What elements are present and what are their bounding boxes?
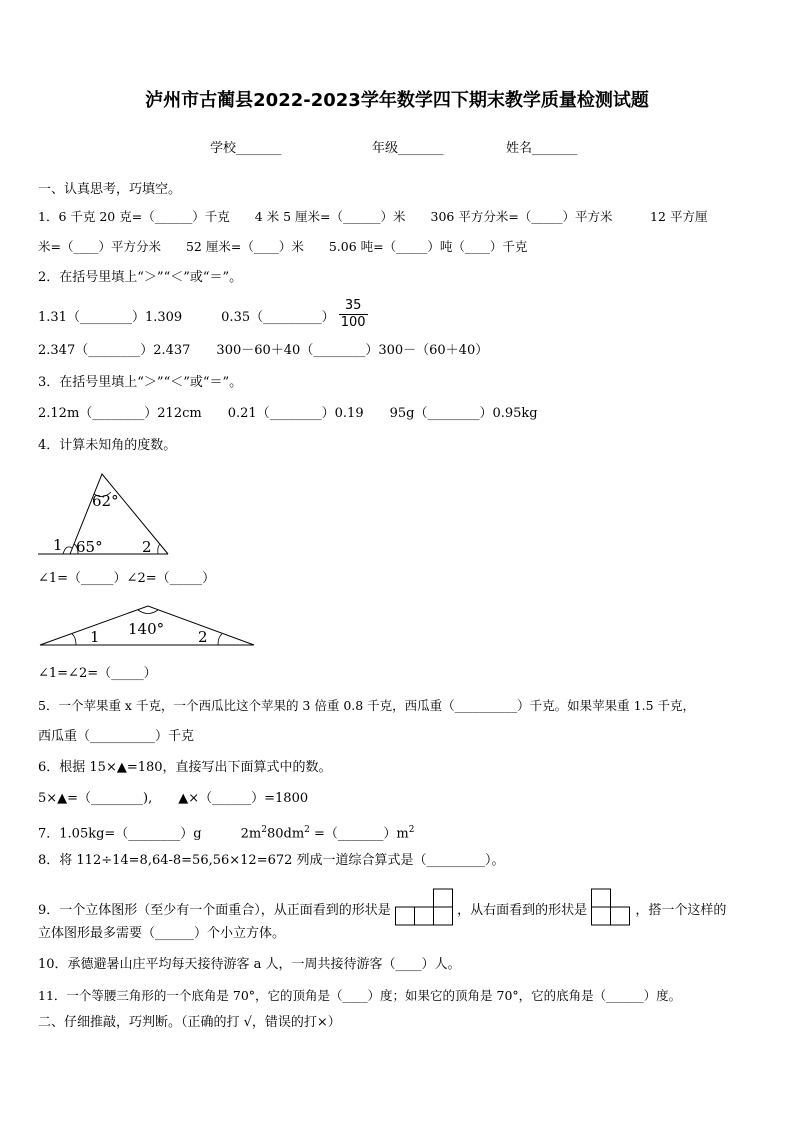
superscript-2: 2 [408,825,415,835]
school-field[interactable]: 学校_______ [210,141,282,156]
question-4-answer-2: ∠1=∠2=（_____） [38,666,157,681]
question-2-compare-a: 1.31（________）1.309 0.35（_________） [38,310,335,325]
name-field[interactable]: 姓名_______ [506,141,578,156]
question-10: 10．承德避暑山庄平均每天接待游客 a 人，一周共接待游客（____）人。 [38,957,461,972]
triangle-figure-2 [38,603,256,649]
section-2-heading: 二、仔细推敲，巧判断。（正确的打 √，错误的打×） [38,1015,341,1030]
angle-1-label: 1 [90,628,100,646]
top-angle-label: 62° [92,492,119,510]
fraction [339,298,368,331]
grade-field[interactable]: 年级_______ [372,141,444,156]
question-9-line-2: 立体图形最多需要（______）个小立方体。 [38,926,286,941]
question-9-part-b: ，从右面看到的形状是 [457,903,588,918]
question-2: 2．在括号里填上“＞”“＜”或“＝”。 [38,270,243,285]
question-7-part-b: 80dm [266,826,305,842]
angle-2-label: 2 [198,628,208,646]
fraction-denominator: 100 [340,315,366,330]
angle-1-arc [72,634,76,645]
question-2-line-2: 2.347（________）2.437 300－60＋40（________）300－（60＋40） [38,343,489,358]
question-9-part-a: 9．一个立体图形（至少有一个面重合），从正面看到的形状是 [38,903,391,918]
section-1-heading: 一、认真思考，巧填空。 [38,182,182,197]
question-1-line-1: 1．6 千克 20 克=（______）千克 4 米 5 厘米=（______）米 306 平方分米=（_____）平方米 12 平方厘 [38,209,708,224]
question-3-line: 2.12m（________）212cm 0.21（________）0.19 95g（________）0.95kg [38,406,538,421]
question-6-line: 5×▲=（________), ▲×（______）=1800 [38,791,309,806]
question-5-line-1: 5．一个苹果重 x 千克，一个西瓜比这个苹果的 3 倍重 0.8 千克，西瓜重（__________）千克。如果苹果重 1.5 千克， [38,698,696,713]
question-7-part-c: =（_______）m [309,826,409,842]
front-view-figure [395,888,453,926]
question-6: 6．根据 15×▲=180，直接写出下面算式中的数。 [38,760,332,775]
question-1-line-2: 米=（____）平方分米 52 厘米=（____）米 5.06 吨=（_____）吨（____）千克 [38,239,528,254]
question-5-line-2: 西瓜重（__________）千克 [38,729,195,744]
top-angle-label: 140° [128,620,165,638]
question-11: 11．一个等腰三角形的一个底角是 70°，它的顶角是（____）度；如果它的顶角是 70°，它的底角是（______）度。 [38,988,682,1003]
question-7 [38,821,415,843]
question-9-part-c: ，搭一个这样的 [635,903,727,918]
question-9-line-1 [38,888,726,926]
angle-2-arc [158,544,160,554]
superscript-2: 2 [304,825,310,835]
question-3: 3．在括号里填上“＞”“＜”或“＝”。 [38,375,243,390]
question-4-answer-1: ∠1=（_____）∠2=（_____） [38,571,216,586]
angle-2-arc [218,634,222,645]
question-4: 4．计算未知角的度数。 [38,438,177,453]
angle-2-label: 2 [142,538,152,556]
question-7-part-a: 7．1.05kg=（________）g 2m [38,826,262,842]
question-8: 8．将 112÷14=8,64-8=56,56×12=672 列成一道综合算式是（_________）。 [38,853,505,868]
bottom-left-angle-label: 65° [76,538,103,556]
page-title: 泸州市古蔺县2022-2023学年数学四下期末教学质量检测试题 [145,90,649,111]
superscript-2: 2 [261,825,267,835]
top-angle-arc [138,610,158,614]
right-view-figure [591,888,631,926]
fraction-numerator: 35 [339,298,368,315]
question-2-line-1 [38,298,368,331]
angle-1-label: 1 [53,536,63,554]
triangle-figure-1 [36,468,176,560]
